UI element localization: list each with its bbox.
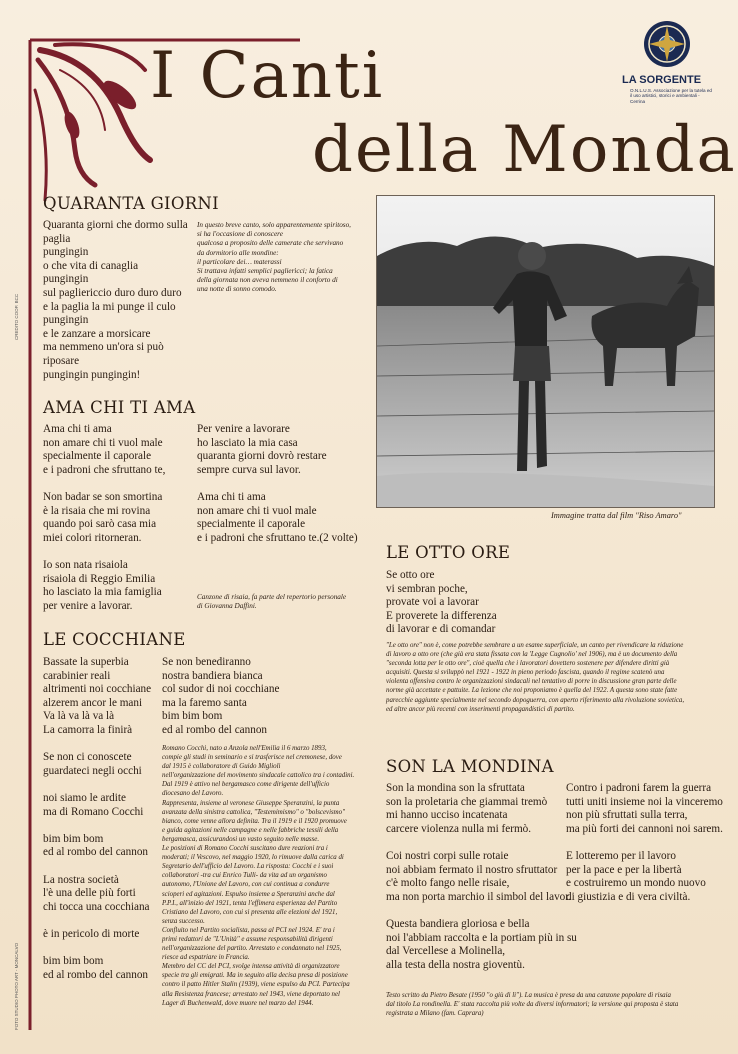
verse-line: di lavorar e di comandar: [386, 623, 496, 636]
verse-line: e i padroni che sfruttano te.(2 volte): [197, 531, 358, 544]
verse-line: ho lasciato la mia casa: [197, 436, 298, 449]
verse-line: è in pericolo di morte: [43, 927, 140, 940]
logo-subtitle: O.N.L.U.S. Associazione per la tutela ed il uso artistici, storici e ambientali - Cerrina: [630, 88, 712, 104]
la-sorgente-logo-icon: [643, 20, 691, 68]
verse-line: carabinier reali: [43, 669, 111, 682]
verse-line: Per venire a lavorare: [197, 423, 290, 435]
verse-line: Ama chi ti ama: [197, 490, 266, 503]
logo-name: LA SORGENTE: [622, 74, 702, 86]
verse-line: Se non benediranno: [162, 656, 251, 668]
verse-line: ed al rombo del cannon: [162, 723, 268, 736]
verse-line: Questa bandiera gloriosa e bella: [386, 917, 530, 930]
note-line: Rappresenta, insieme al veronese Giuseppe Speranzini, la punta: [162, 799, 340, 807]
photo-caption: Immagine tratta dal film "Riso Amaro": [551, 511, 682, 520]
verse-line: ho lasciato la mia famiglia: [43, 586, 162, 599]
note-line: Romano Cocchi, nato a Anzola nell'Emilia il 6 marzo 1893,: [162, 745, 327, 752]
verse-line: ma non porta marchio il simbol del lavor.: [386, 890, 572, 903]
note-line: e guida agitazioni nelle campagne e nelle fabbriche tessili della: [162, 826, 339, 834]
verse-line: noi l'abbiam raccolta e la portiam più in su: [386, 931, 577, 944]
note-line: specie tra gli emigrati. Ma in seguito alla decisa presa di posizione: [162, 972, 348, 980]
note-line: Segretario dell'ufficio del Lavoro. La risposta: Cocchi e i suoi: [162, 863, 334, 871]
verse-line: sempre curva sul lavor.: [197, 463, 301, 476]
verse-line: quaranta giorni dovrò restare: [197, 450, 327, 463]
verse-line: quando poi sarò casa mia: [43, 518, 157, 531]
verse-line: riposare: [43, 354, 80, 367]
verse-line: alzerem ancor le mani: [43, 696, 143, 709]
note-line: bianco, come venne allora definita. Tra il 1919 e il 1920 promuove: [162, 817, 347, 825]
note-line: norme già accettate e pattuite. La lezione che noi proponiamo è quella del 1922. A questa sono state fatte: [386, 687, 678, 695]
note-line: parecchie aggiunte specialmente nel secondo dopoguerra, con aperto riferimento alla rivoluzione sovietica,: [386, 696, 685, 704]
side-code-top: CREDITO COOP. BCC: [14, 293, 19, 340]
verse-line: tutti uniti insieme noi la vinceremo: [566, 795, 723, 808]
verse-line: bim bim bom: [43, 955, 104, 968]
heading-quaranta-giorni: QUARANTA GIORNI: [43, 194, 219, 213]
note-line: nell'organizzazione del partito. Arrestato e condannato nel 1925,: [162, 945, 342, 953]
heading-le-otto-ore: LE OTTO ORE: [386, 543, 511, 562]
verse-line: ed al rombo del cannon: [43, 846, 149, 859]
verse-line: specialmente il caporale: [197, 518, 306, 531]
note-line: Cristiano del Lavoro, con cui si presenta alle elezioni del 1921,: [162, 908, 338, 916]
heading-son-la-mondina: SON LA MONDINA: [386, 757, 554, 776]
note-line: Canzone di risaia, fa parte del repertorio personale: [197, 593, 347, 601]
verse-line: ma più forti dei cannoni noi sarem.: [566, 822, 723, 835]
note-line: In questo breve canto, solo apparentemente spiritoso,: [197, 221, 351, 229]
note-line: primi redattori de "L'Unità" e assume responsabilità dirigenti: [162, 935, 333, 943]
note-line: Confluito nel Partito socialista, passa al PCI nel 1924. E' tra i: [162, 926, 335, 934]
note-line: avanzata della sinistra cattolica, "Testemimismo" o "bolscevismo": [162, 808, 346, 816]
verse-line: sul pagliericcio duro duro duro: [43, 286, 182, 299]
verse-line: paglia: [43, 232, 71, 245]
verse-line: Ama chi ti ama: [43, 423, 112, 435]
note-line: violenta offensiva contro le organizzazioni sindacali nel tentativo di porre in discussione gran parte delle: [386, 678, 677, 686]
note-line: compie gli studi in seminario e si trasferisce nel cremonese, dove: [162, 754, 342, 762]
verse-line: non più sfruttati sulla terra,: [566, 809, 688, 822]
note-line: Dal 1919 è attivo nel bergamasco come dirigente dell'ufficio: [162, 781, 330, 789]
verse-le-otto-ore: [386, 569, 586, 637]
verse-line: Son la mondina son la sfruttata: [386, 782, 525, 794]
verse-line: noi abbiam fermato il nostro sfruttator: [386, 863, 558, 876]
verse-line: pungingin: [43, 246, 89, 259]
verse-line: ed al rombo del cannon: [43, 968, 149, 981]
verse-line: e i padroni che sfruttano te,: [43, 463, 166, 476]
verse-line: dal Vercellese a Molinella,: [386, 945, 506, 958]
verse-line: e la paglia la mi punge il culo: [43, 300, 176, 313]
note-line: dal 1915 è collaboratore di Guido Miglioli: [162, 763, 281, 771]
verse-line: E lotteremo per il lavoro: [566, 849, 676, 862]
note-line: autonomo, l'Unione del Lavoro, con cui continua a condurre: [162, 881, 330, 889]
verse-line: non amare chi ti vuol male: [43, 436, 163, 449]
note-line: nell'organizzazione del movimento sindacale cattolico tra i contadini.: [162, 772, 355, 780]
verse-line: guardateci negli occhi: [43, 764, 142, 777]
verse-line: chi tocca una cocchiana: [43, 900, 150, 913]
verse-line: provate voi a lavorar: [386, 596, 479, 609]
verse-line: noi siamo le ardite: [43, 791, 126, 804]
verse-line: vi sembran poche,: [386, 582, 468, 595]
note-line: dal titolo La rondinella. E' stata raccolta più volte da diversi informatori; la versione qui proposta è stata: [386, 1001, 679, 1009]
film-still-photo: [376, 195, 715, 508]
verse-line: e le zanzare a morsicare: [43, 327, 151, 340]
verse-quaranta-giorni: [43, 219, 193, 382]
note-line: della giornata non aveva nemmeno il conforto di: [197, 276, 338, 285]
verse-mondina-col1: [386, 782, 577, 972]
note-line: registrata a Milano (fam. Caprara): [386, 1010, 484, 1018]
verse-line: La camorra la finirà: [43, 723, 133, 736]
verse-line: di giustizia e di vera civiltà.: [566, 890, 691, 903]
note-line: da dormitorio alle mondine:: [197, 248, 279, 257]
verse-line: l'è una delle più forti: [43, 887, 136, 900]
verse-line: alla testa della nostra gioventù.: [386, 958, 525, 971]
verse-line: Se otto ore: [386, 569, 435, 581]
note-line: "Le otto ore" non è, come potrebbe sembrare a un esame superficiale, un canto per rivendicare la riduzione: [386, 642, 684, 649]
note-line: Membro del CC del PCI, svolge intensa attività di organizzatore: [162, 963, 340, 971]
verse-ama-col2: [197, 423, 367, 545]
verse-line: Io son nata risaiola: [43, 558, 128, 571]
verse-line: pungingin pungingin!: [43, 368, 141, 381]
verse-line: Contro i padroni farem la guerra: [566, 782, 712, 794]
note-line: qualcosa a proposito delle camerate che servivano: [197, 239, 344, 248]
note-line: di Giovanna Daffini.: [197, 602, 257, 611]
note-line: collaboratori -tra cui Enrico Tulli- da vita ad un organismo: [162, 872, 327, 880]
verse-cocchiane-col1: [43, 656, 158, 982]
verse-line: La nostra società: [43, 873, 119, 886]
verse-line: o che vita di canaglia: [43, 259, 139, 272]
verse-line: son la proletaria che giammai tremò: [386, 795, 548, 808]
verse-line: non amare chi ti vuol male: [197, 504, 317, 517]
verse-line: pungingin: [43, 314, 89, 327]
verse-line: è la risaia che mi rovina: [43, 504, 151, 517]
verse-line: altrimenti noi cocchiane: [43, 683, 152, 696]
note-line: acquisiti. Questa si sviluppò nel 1921 - 1922 in pieno periodo fascista, quando il regime scatenò una: [386, 669, 665, 677]
note-son-la-mondina: [386, 991, 716, 1018]
note-quaranta-giorni: [197, 221, 369, 295]
note-romano-cocchi: [162, 744, 374, 1008]
verse-line: risaiola di Reggio Emilia: [43, 572, 156, 585]
note-line: Lager di Buchenwald, dove muore nel marzo del 1944.: [162, 999, 314, 1007]
note-line: diocesano del Lavoro.: [162, 790, 224, 798]
note-line: Si trattava infatti semplici paglierìcci; la fatica: [197, 267, 333, 276]
verse-line: pungingin: [43, 273, 89, 286]
verse-line: Non badar se son smortina: [43, 490, 163, 503]
note-line: il particolare dei… materassi: [197, 257, 282, 266]
note-line: P.P.I., all'inizio del 1921, tenta l'effimera esperienza del Partito: [162, 899, 338, 907]
note-line: alla Resistenza francese; arrestato nel 1943, viene deportato nel: [162, 990, 340, 998]
verse-line: specialmente il caporale: [43, 450, 152, 463]
note-line: "seconda lotta per le otto ore", cioè quella che i lavoratori dovettero sostenere per difendere diritti già: [386, 660, 670, 668]
verse-line: carcere violenza nulla mi fermò.: [386, 822, 532, 835]
verse-ama-col1: [43, 423, 193, 613]
verse-line: Quaranta giorni che dormo sulla: [43, 219, 188, 231]
verse-line: Va là va là va là: [43, 710, 115, 723]
verse-line: per la pace e per la libertà: [566, 863, 682, 876]
verse-line: bim bim bom: [43, 832, 104, 845]
note-line: senza successo.: [162, 917, 205, 925]
verse-line: col sudor di noi cocchiane: [162, 683, 280, 696]
note-line: si ha l'occasione di conoscere: [197, 230, 283, 239]
note-le-otto-ore: [386, 641, 716, 714]
verse-line: mi hanno ucciso incatenata: [386, 809, 508, 822]
verse-line: ma la faremo santa: [162, 696, 247, 709]
verse-line: miei colori ritorneran.: [43, 531, 142, 544]
note-line: una notte di sonno comodo.: [197, 285, 277, 294]
note-ama-chi-ti-ama: [197, 593, 369, 611]
verse-line: Se non ci conoscete: [43, 751, 132, 764]
note-line: ed altre ancor più recenti con inserimenti propagandistici di partito.: [386, 705, 575, 713]
verse-line: ma di Romano Cocchi: [43, 805, 144, 818]
verse-line: nostra bandiera bianca: [162, 669, 263, 682]
verse-line: c'è molto fango nelle risaie,: [386, 877, 510, 890]
verse-cocchiane-col2: [162, 656, 332, 738]
heading-le-cocchiane: LE COCCHIANE: [43, 630, 186, 649]
verse-line: bim bim bom: [162, 710, 223, 723]
rice-field-woman-horse-illustration: [377, 196, 714, 507]
note-line: scioperi ed agitazioni. Espulso insieme a Speranzini anche dal: [162, 890, 335, 898]
note-line: di lavoro a otto ore (che già era stata fissata con la 'Legge Cugnolio' nel 1906), ma è un documento della: [386, 651, 678, 659]
verse-line: Coi nostri corpi sulle rotaie: [386, 849, 509, 862]
note-line: contro il patto Hitler Stalin (1939), viene espulso da PCI. Partecipa: [162, 981, 350, 989]
verse-line: ma nemmeno un'ora si può: [43, 341, 164, 354]
verse-line: per venire a lavorar.: [43, 599, 133, 612]
note-line: Testo scritto da Pietro Besate (1950 "o giù di lì"). La musica è presa da una canzone popolare di risaia: [386, 992, 671, 999]
verse-mondina-col2: [566, 782, 731, 904]
verse-line: Bassate la superbia: [43, 656, 129, 668]
note-line: moderati; il Vescovo, nel maggio 1920, lo rimuove dalla carica di: [162, 854, 344, 862]
title-line-1: I Canti: [150, 39, 385, 113]
note-line: riesce ad espatriare in Francia.: [162, 954, 250, 962]
verse-line: E proverete la differenza: [386, 609, 497, 622]
note-line: Le posizioni di Romano Cocchi suscitano dure reazioni tra i: [162, 845, 328, 853]
side-code-bottom: FOTO STUDIO PHOTO ART - MONCALVO: [14, 942, 19, 1030]
title-line-2: della Monda: [312, 113, 737, 187]
verse-line: e costruiremo un mondo nuovo: [566, 877, 706, 890]
heading-ama-chi-ti-ama: AMA CHI TI AMA: [43, 398, 196, 417]
note-line: bergamasca, assicurandosi un vasto seguito nelle masse.: [162, 835, 320, 843]
